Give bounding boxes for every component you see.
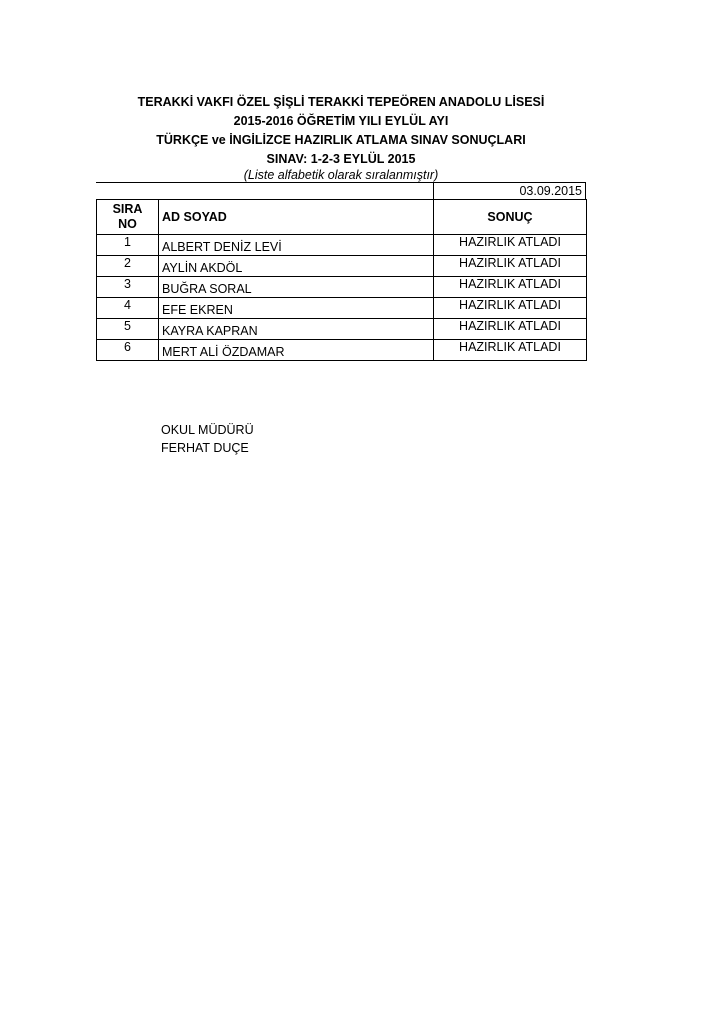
row-no: 6 [97,340,159,361]
signature-name: FERHAT DUÇE [161,441,249,455]
sort-note: (Liste alfabetik olarak sıralanmıştır) [243,168,439,182]
academic-year: 2015-2016 ÖĞRETİM YILI EYLÜL AYI [233,114,449,128]
school-name: TERAKKİ VAKFI ÖZEL ŞİŞLİ TERAKKİ TEPEÖREN ANADOLU LİSESİ [137,95,545,109]
row-name: AYLİN AKDÖL [159,256,434,277]
signature-block [161,421,254,457]
table-row [97,256,587,277]
row-name: BUĞRA SORAL [159,277,434,298]
table-row [97,340,587,361]
date-cell: 03.09.2015 [433,183,586,200]
row-no: 1 [97,235,159,256]
column-header-no [97,200,159,235]
row-result: HAZIRLIK ATLADI [434,277,587,298]
table-row [97,319,587,340]
table-row [97,298,587,319]
row-no: 2 [97,256,159,277]
table-header-row [97,200,587,235]
row-result: HAZIRLIK ATLADI [434,256,587,277]
row-name: EFE EKREN [159,298,434,319]
signature-title: OKUL MÜDÜRÜ [161,423,254,437]
row-result: HAZIRLIK ATLADI [434,340,587,361]
document-title: TÜRKÇE ve İNGİLİZCE HAZIRLIK ATLAMA SINAV SONUÇLARI [156,133,526,147]
column-header-result: SONUÇ [434,200,587,235]
results-table [96,199,587,361]
row-no: 5 [97,319,159,340]
row-no: 3 [97,277,159,298]
row-result: HAZIRLIK ATLADI [434,235,587,256]
column-header-no-line2: NO [118,217,137,231]
exam-dates: SINAV: 1-2-3 EYLÜL 2015 [266,152,416,166]
row-name: KAYRA KAPRAN [159,319,434,340]
date-row [96,182,586,199]
table-row [97,235,587,256]
row-no: 4 [97,298,159,319]
row-result: HAZIRLIK ATLADI [434,298,587,319]
row-name: ALBERT DENİZ LEVİ [159,235,434,256]
column-header-name: AD SOYAD [159,200,434,235]
row-result: HAZIRLIK ATLADI [434,319,587,340]
table-row [97,277,587,298]
column-header-no-line1: SIRA [112,202,143,216]
row-name: MERT ALİ ÖZDAMAR [159,340,434,361]
